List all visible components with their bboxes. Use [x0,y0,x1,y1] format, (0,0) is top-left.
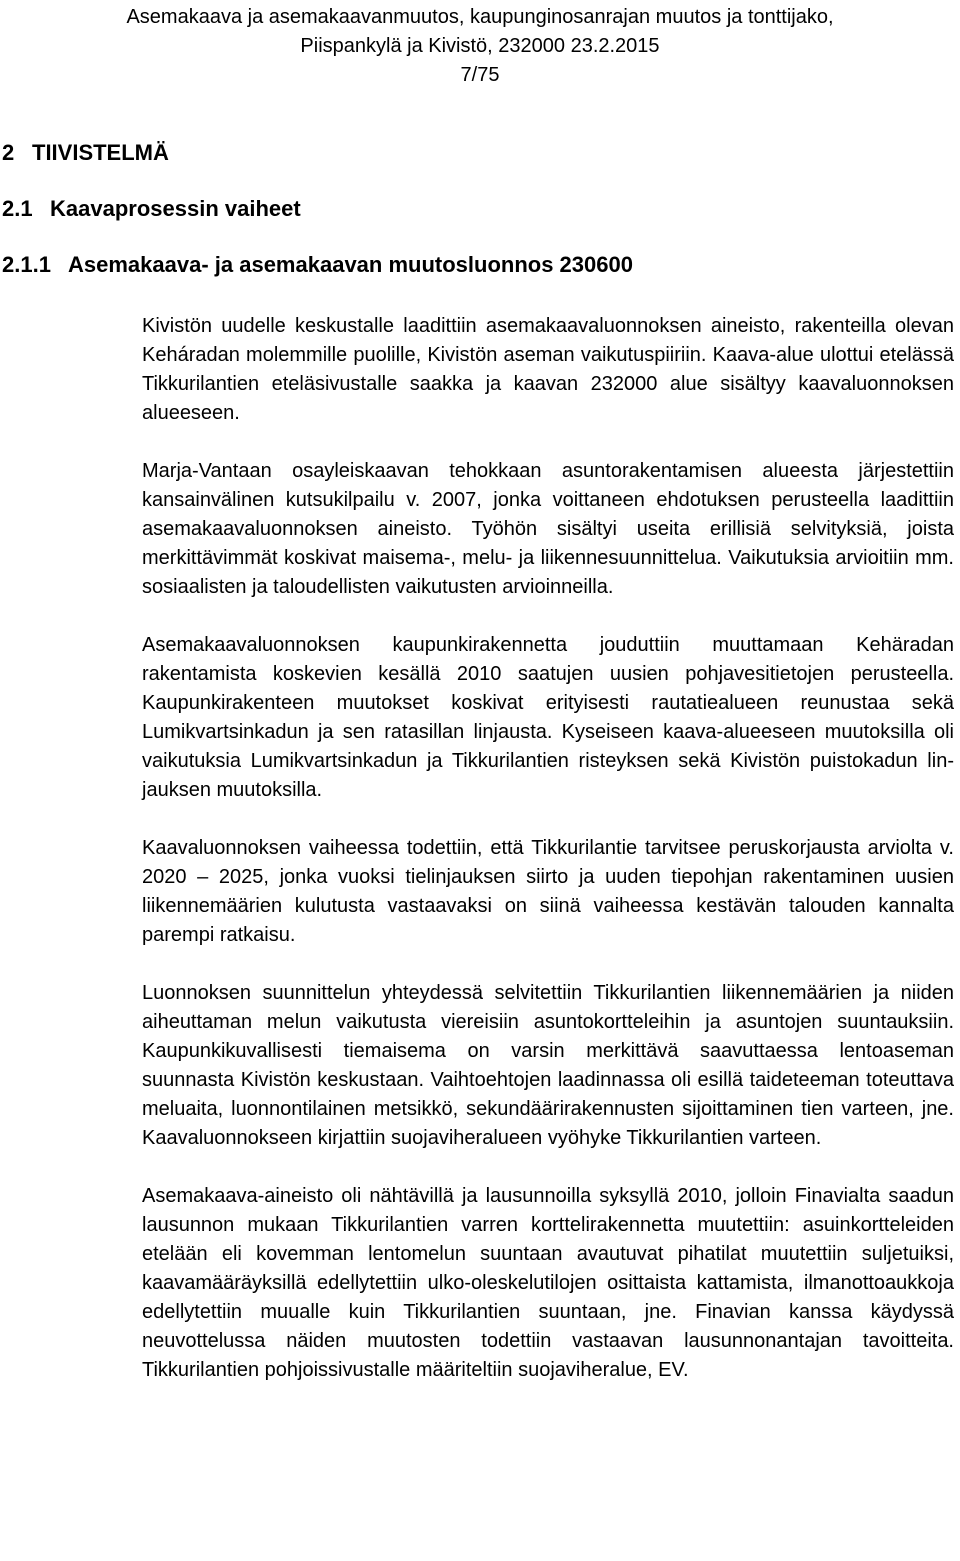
heading-level-1 [2,140,169,166]
header-title-line2: Piispankylä ja Kivistö, 232000 23.2.2015 [300,35,660,57]
heading-text: Asemakaava- ja asemakaavan muutosluonnos 230600 [68,252,633,277]
heading-text: Kaavaprosessin vaiheet [50,196,301,221]
page-number: 7/75 [460,64,500,86]
heading-number: 2.1.1 [2,252,51,277]
heading-level-3 [2,252,633,278]
page-header [0,0,960,90]
paragraph: Kivistön uudelle keskustalle laadittiin asemakaavaluonnoksen aineisto, rakenteilla olevan Keháradan molemmille puolille, Kivistön aseman vaikutuspiiriin. Kaava-alue ulottui etelässä Tikkurilantien eteläsivustalle saakka ja kaavan 232000 alue sisältyy kaavaluonnoksen alueeseen. [142,315,954,424]
paragraph: Asemakaavaluonnoksen kaupunkirakennetta jouduttiin muuttamaan Kehäradan rakentamista koskevien kesällä 2010 saatujen uusien pohjavesitietojen perusteella. Kaupunkirakenteen muutokset koskivat erityisesti rautatiealueen reunustaa sekä Lumikvartsinkadun ja sen ratasillan linjausta. Kyseiseen kaava-alueeseen muutoksilla oli vaikutuksia Lumikvartsinkadun ja Tikkurilantien risteyksen sekä Kivistön puistokadun linjauksen muutoksilla. [142,634,954,801]
paragraph: Luonnoksen suunnittelun yhteydessä selvitettiin Tikkurilantien liikennemäärien ja niiden aiheuttaman melun vaikutusta viereisiin asuntokortteleihin ja asuntojen suuntauksiin. Kaupunkikuvallisesti tiemaisema on varsin merkittävä saavuttaessa lentoaseman suunnasta Kivistön keskustaan. Vaihtoehtojen laadinnassa oli esillä taideteeman toteuttava meluaita, luonnontilainen metsikkö, sekundäärirakennusten sijoittaminen tien varteen, jne. Kaavaluonnokseen kirjattiin suojaviheralueen vyöhyke Tikkurilantien varteen. [142,982,954,1149]
paragraph: Asemakaava-aineisto oli nähtävillä ja lausunnoilla syksyllä 2010, jolloin Finavialta saadun lausunnon mukaan Tikkurilantien varren korttelirakennetta muutettiin: asuinkortteleiden etelään eli kovemman lentomelun suuntaan avautuvat pihatilat muutettiin suljetuiksi, kaavamääräyksillä edellytettiin ulko-oleskelutilojen osittaista kattamista, ilmanottoaukkoja edellytettiin muualle kuin Tikkurilantien suuntaan, jne. Finavian kanssa käydyssä neuvottelussa näiden muutosten todettiin vastaavan lausunnonantajan tavoitteita. Tikkurilantien pohjoissivustalle määriteltiin suojaviheralue, EV. [142,1185,954,1381]
heading-number: 2 [2,140,15,165]
heading-level-2 [2,196,301,222]
header-title-line1: Asemakaava ja asemakaavanmuutos, kaupunginosanrajan muutos ja tonttijako, [126,6,834,28]
paragraph: Kaavaluonnoksen vaiheessa todettiin, että Tikkurilantie tarvitsee peruskorjausta arviolta v. 2020 – 2025, jonka vuoksi tielinjauksen siirto ja uuden tiepohjan rakentaminen uusien liikennemäärien kulutusta vastaavaksi on siinä vaiheessa kestävän talouden kannalta parempi ratkaisu. [142,837,954,946]
heading-text: TIIVISTELMÄ [32,140,169,165]
paragraph: Marja-Vantaan osayleiskaavan tehokkaan asuntorakentamisen alueesta järjestettiin kansainvälinen kutsukilpailu v. 2007, jonka voittaneen ehdotuksen perusteella laadittiin asemakaavaluonnoksen aineisto. Työhön sisältyi useita erillisiä selvityksiä, joista merkittävimmät koskivat maisema-, melu- ja liikennesuunnittelua. Vaikutuksia arvioitiin mm. sosiaalisten ja taloudellisten vaikutusten arvioinneilla. [142,460,954,598]
heading-number: 2.1 [2,196,33,221]
body-text [142,312,954,1385]
